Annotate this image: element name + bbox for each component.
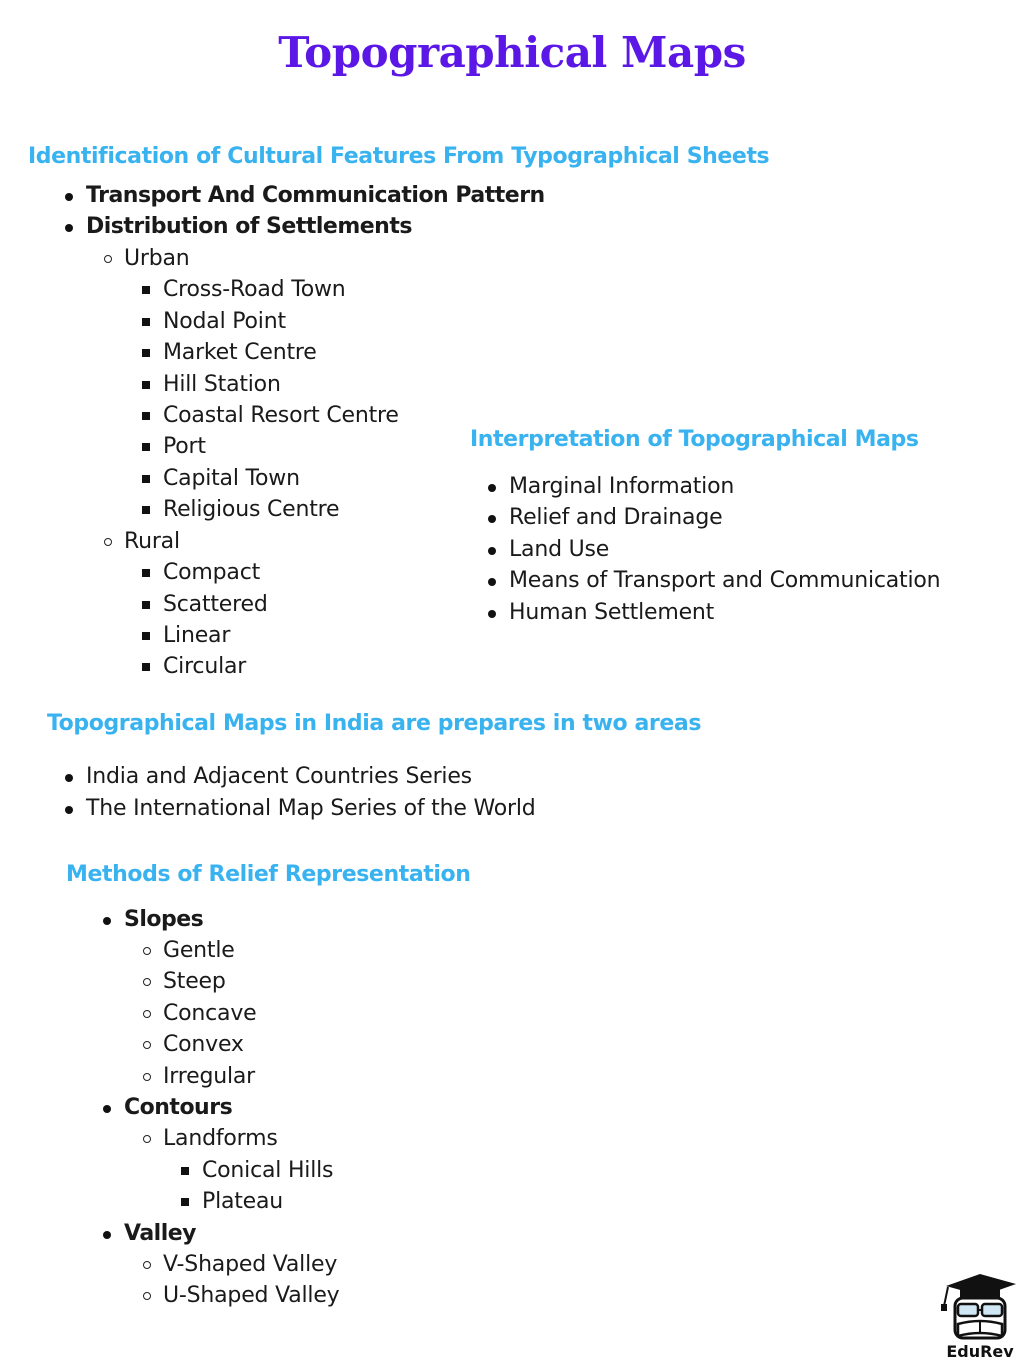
list-item: U-Shaped Valley	[163, 1281, 340, 1311]
page-title: Topographical Maps	[278, 28, 746, 77]
section-heading-cultural-features: Identification of Cultural Features From Typographical Sheets	[28, 144, 770, 169]
section-heading-india-maps: Topographical Maps in India are prepares in two areas	[47, 711, 702, 736]
bullet-square-icon	[142, 286, 150, 294]
list-item: Cross-Road Town	[163, 275, 346, 305]
bullet-circle-icon	[143, 1073, 151, 1081]
bullet-square-icon	[142, 412, 150, 420]
list-item: Concave	[163, 999, 257, 1029]
bullet-disc-icon	[488, 578, 496, 586]
bullet-square-icon	[142, 318, 150, 326]
logo-text: EduRev	[946, 1342, 1014, 1361]
list-item: Religious Centre	[163, 495, 339, 525]
list-item: Contours	[124, 1093, 232, 1123]
bullet-circle-icon	[104, 538, 112, 546]
bullet-square-icon	[142, 381, 150, 389]
list-item: Valley	[124, 1219, 196, 1249]
bullet-disc-icon	[103, 1105, 111, 1113]
list-item: Compact	[163, 558, 260, 588]
bullet-square-icon	[181, 1167, 189, 1175]
bullet-square-icon	[181, 1198, 189, 1206]
section-heading-interpretation: Interpretation of Topographical Maps	[470, 427, 919, 452]
list-item: Steep	[163, 967, 226, 997]
bullet-circle-icon	[143, 1135, 151, 1143]
bullet-disc-icon	[488, 515, 496, 523]
list-item: Rural	[124, 527, 180, 557]
list-item: Nodal Point	[163, 307, 286, 337]
bullet-disc-icon	[65, 806, 73, 814]
bullet-disc-icon	[488, 547, 496, 555]
list-item: Coastal Resort Centre	[163, 401, 399, 431]
bullet-disc-icon	[65, 224, 73, 232]
bullet-disc-icon	[103, 1231, 111, 1239]
list-item: Transport And Communication Pattern	[86, 181, 545, 211]
list-item: Market Centre	[163, 338, 317, 368]
bullet-square-icon	[142, 569, 150, 577]
list-item: Conical Hills	[202, 1156, 333, 1186]
list-item: Plateau	[202, 1187, 283, 1217]
bullet-square-icon	[142, 632, 150, 640]
bullet-circle-icon	[143, 1010, 151, 1018]
list-item: Land Use	[509, 535, 609, 565]
list-item: Port	[163, 432, 206, 462]
list-item: Hill Station	[163, 370, 281, 400]
list-item: Linear	[163, 621, 230, 651]
list-item: Convex	[163, 1030, 244, 1060]
list-item: The International Map Series of the World	[86, 794, 536, 824]
list-item: Urban	[124, 244, 190, 274]
bullet-disc-icon	[65, 774, 73, 782]
list-item: Slopes	[124, 905, 203, 935]
list-item: Human Settlement	[509, 598, 714, 628]
list-item: Capital Town	[163, 464, 300, 494]
list-item: Circular	[163, 652, 246, 682]
bullet-circle-icon	[143, 978, 151, 986]
list-item: India and Adjacent Countries Series	[86, 762, 472, 792]
bullet-circle-icon	[104, 255, 112, 263]
bullet-square-icon	[142, 443, 150, 451]
bullet-circle-icon	[143, 1292, 151, 1300]
bullet-disc-icon	[65, 193, 73, 201]
bullet-square-icon	[142, 349, 150, 357]
bullet-disc-icon	[488, 610, 496, 618]
bullet-circle-icon	[143, 1041, 151, 1049]
bullet-circle-icon	[143, 947, 151, 955]
list-item: Gentle	[163, 936, 235, 966]
list-item: Distribution of Settlements	[86, 212, 412, 242]
list-item: Marginal Information	[509, 472, 734, 502]
bullet-circle-icon	[143, 1261, 151, 1269]
list-item: Means of Transport and Communication	[509, 566, 940, 596]
list-item: V-Shaped Valley	[163, 1250, 337, 1280]
bullet-square-icon	[142, 601, 150, 609]
bullet-disc-icon	[488, 484, 496, 492]
bullet-disc-icon	[103, 917, 111, 925]
section-heading-relief-methods: Methods of Relief Representation	[66, 862, 471, 887]
bullet-square-icon	[142, 475, 150, 483]
bullet-square-icon	[142, 506, 150, 514]
list-item: Relief and Drainage	[509, 503, 722, 533]
list-item: Irregular	[163, 1062, 255, 1092]
bullet-square-icon	[142, 663, 150, 671]
list-item: Landforms	[163, 1124, 278, 1154]
list-item: Scattered	[163, 590, 268, 620]
